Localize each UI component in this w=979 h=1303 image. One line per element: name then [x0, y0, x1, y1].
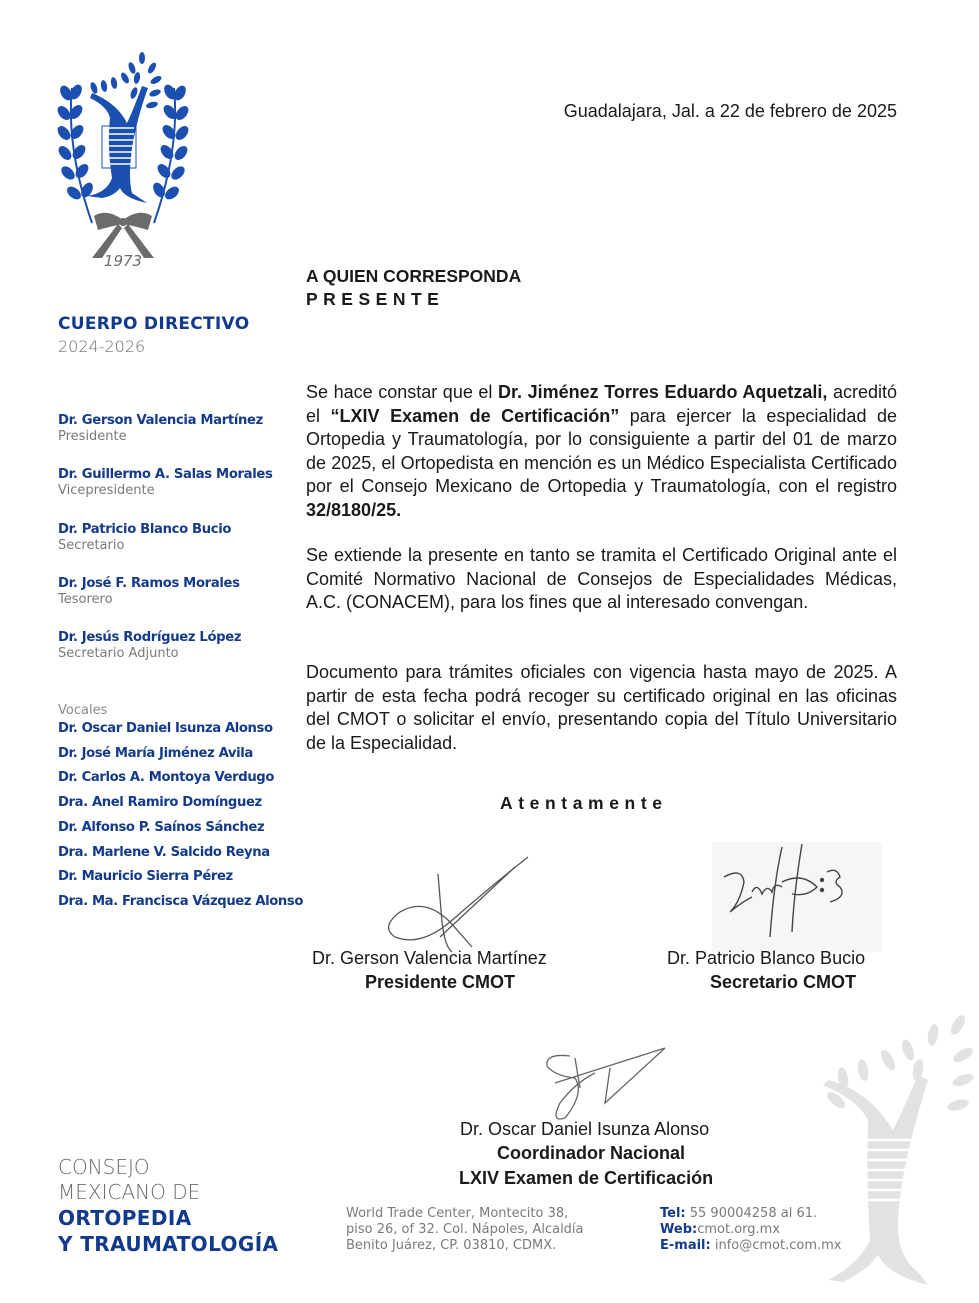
signatory-role: Secretario CMOT: [710, 972, 857, 992]
paragraph-conacem: Se extiende la presente en tanto se tramita el Certificado Original ante el Comité Normativo Nacional de Consejos de Especialidades Médicas, A.C. (CONACEM), para los fines que al interesado convengan.: [306, 545, 897, 613]
signatory-role: Coordinador Nacional: [497, 1143, 686, 1163]
logo-year: 1973: [103, 252, 143, 270]
address-line: World Trade Center, Montecito 38,: [346, 1206, 569, 1221]
officer-role: Secretario Adjunto: [58, 646, 179, 661]
vocal-name: Dr. Alfonso P. Saínos Sánchez: [58, 820, 265, 835]
signatory-role: Presidente CMOT: [365, 972, 516, 992]
signatory-name: Dr. Oscar Daniel Isunza Alonso: [460, 1119, 710, 1139]
brand-line: MEXICANO DE: [58, 1180, 201, 1204]
signatory-role-exam: LXIV Examen de Certificación: [459, 1168, 714, 1188]
officer-entry: [58, 467, 273, 498]
officer-name: Dr. Guillermo A. Salas Morales: [58, 467, 273, 482]
officer-entry: [58, 413, 263, 444]
officer-entry: [58, 576, 240, 607]
signatory-name: Dr. Gerson Valencia Martínez: [312, 948, 547, 968]
exam-name: “LXIV Examen de Certificación”: [330, 405, 620, 426]
contact-label: Tel:: [660, 1206, 686, 1221]
p1-text: acreditó el: [306, 382, 898, 426]
closing: Atentamente: [500, 793, 668, 813]
brand-line-bold: Y TRAUMATOLOGÍA: [58, 1232, 279, 1256]
officer-entry: [58, 522, 231, 553]
vocal-name: Dr. Mauricio Sierra Pérez: [58, 869, 233, 884]
contact-email[interactable]: [660, 1238, 841, 1255]
contact-label: E-mail:: [660, 1238, 711, 1253]
signature-secretary-icon: [712, 842, 882, 952]
p1-text: Se hace constar que el: [306, 382, 498, 402]
signatory-name: Dr. Patricio Blanco Bucio: [667, 948, 866, 968]
officer-name: Dr. Patricio Blanco Bucio: [58, 522, 232, 537]
vocal-name: Dra. Anel Ramiro Domínguez: [58, 795, 262, 810]
officer-role: Vicepresidente: [58, 483, 155, 498]
contact-label: Web:: [660, 1222, 698, 1237]
certified-doctor-name: Dr. Jiménez Torres Eduardo Aquetzali,: [498, 382, 828, 402]
cmot-logo-icon: [52, 48, 194, 273]
vocal-name: Dra. Ma. Francisca Vázquez Alonso: [58, 894, 304, 909]
sidebar-title: CUERPO DIRECTIVO: [58, 314, 250, 334]
contact-value: 55 90004258 al 61.: [685, 1206, 818, 1221]
vocal-name: Dr. José María Jiménez Avila: [58, 746, 253, 761]
officer-name: Dr. Gerson Valencia Martínez: [58, 413, 263, 428]
paragraph-validity: Documento para trámites oficiales con vigencia hasta mayo de 2025. A partir de esta fecha podrá recoger su certificado original en las oficinas del CMOT o solicitar el envío, presentando copia del Título Universitario de la Especialidad.: [306, 662, 897, 753]
address-line: Benito Juárez, CP. 03810, CDMX.: [346, 1238, 557, 1253]
address-line: piso 26, of 32. Col. Nápoles, Alcaldía: [346, 1222, 584, 1237]
registration-number: 32/8180/25.: [306, 499, 402, 520]
vocales-label: Vocales: [58, 703, 108, 718]
signature-coordinator-icon: [535, 1038, 675, 1123]
paragraph-certification: [306, 381, 897, 523]
salutation-presente: PRESENTE: [306, 289, 445, 309]
watermark-tree-icon: [808, 1000, 979, 1300]
brand-line: CONSEJO: [58, 1155, 150, 1179]
contact-value[interactable]: cmot.org.mx: [697, 1222, 781, 1237]
contact-web[interactable]: [660, 1222, 780, 1239]
signature-president-icon: [380, 852, 540, 957]
salutation: A QUIEN CORRESPONDA: [306, 266, 522, 286]
officer-name: Dr. José F. Ramos Morales: [58, 576, 240, 591]
contact-value[interactable]: info@cmot.com.mx: [710, 1238, 842, 1253]
vocal-name: Dr. Oscar Daniel Isunza Alonso: [58, 721, 273, 736]
contact-phone: [660, 1206, 817, 1223]
officer-role: Presidente: [58, 429, 127, 444]
letter-date: Guadalajara, Jal. a 22 de febrero de 2025: [563, 101, 897, 121]
officer-role: Secretario: [58, 538, 125, 553]
vocal-name: Dr. Carlos A. Montoya Verdugo: [58, 770, 275, 785]
officer-entry: [58, 630, 241, 661]
officer-name: Dr. Jesús Rodríguez López: [58, 630, 242, 645]
laurel-left-icon: [55, 83, 95, 223]
officer-role: Tesorero: [58, 592, 113, 607]
p1-text: para ejercer la especialidad de Ortopedia y Traumatología, por lo consiguiente a partir del 01 de marzo de 2025, el Ortopedista en mención es un Médico Especialista Certificado por el Consejo Mexicano de Ortopedia y Traumatología, con el registro: [306, 405, 898, 497]
brand-line-bold: ORTOPEDIA: [58, 1206, 192, 1230]
vocal-name: Dra. Marlene V. Salcido Reyna: [58, 845, 270, 860]
sidebar-years: 2024-2026: [58, 337, 146, 356]
